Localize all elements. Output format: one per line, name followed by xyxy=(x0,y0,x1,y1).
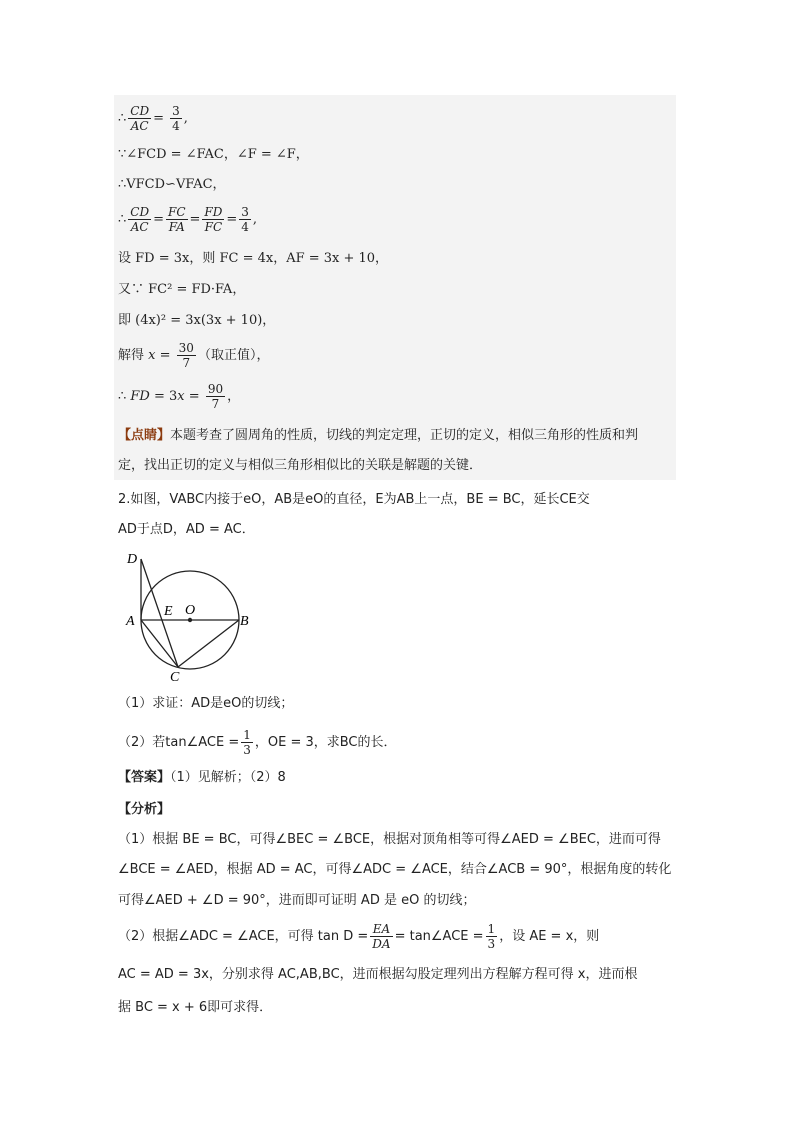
solution-line: ∴ FD = 3x = $\frac{90}{7}$ ， xyxy=(118,382,241,411)
label-B: B xyxy=(240,614,249,629)
solution-line: 即 (4x)² = 3x(3x + 10)， xyxy=(118,313,276,328)
label-D: D xyxy=(127,552,138,567)
analysis-line: 可得∠AED + ∠D = 90°，进而即可证明 AD 是 eO 的切线； xyxy=(118,893,476,908)
problem-stem-line-1: 2.如图，VABC内接于eO，AB是eO的直径，E为AB上一点，BE = BC，延长CE交 xyxy=(118,492,590,507)
problem-stem-line-2: AD于点D，AD = AC． xyxy=(118,522,255,537)
question-2: （2）若tan∠ACE = $\frac{1}{3}$ ，OE = 3，求BC的长． xyxy=(118,728,397,757)
solution-line: ∵∠FCD = ∠FAC，∠F = ∠F， xyxy=(118,147,309,162)
solution-line: 又∵ FC² = FD·FA， xyxy=(118,282,246,297)
analysis-tag: 【分析】 xyxy=(118,802,171,817)
analysis-line: （1）根据 BE = BC，可得∠BEC = ∠BCE，根据对顶角相等可得∠AED = ∠BEC，进而可得 xyxy=(118,832,661,847)
solution-line: 解得 x = $\frac{30}{7}$ （取正值）， xyxy=(118,341,270,370)
label-C: C xyxy=(170,670,180,685)
comment-tag: 【点睛】 xyxy=(118,428,171,443)
analysis-line: （2）根据∠ADC = ∠ACE，可得 tan D = $\frac{EA}{DA}$ = tan∠ACE = $\frac{1}{3}$ ，设 AE = x，则 xyxy=(118,922,600,951)
solution-line: ∴VFCD∽VFAC， xyxy=(118,177,226,192)
answer-line: 【答案】（1）见解析；（2）8 xyxy=(118,770,286,785)
analysis-line: AC = AD = 3x，分别求得 AC,AB,BC，进而根据勾股定理列出方程解方程可得 x，进而根 xyxy=(118,967,638,982)
analysis-line: ∠BCE = ∠AED，根据 AD = AC，可得∠ADC = ∠ACE，结合∠ACB = 90°，根据角度的转化 xyxy=(118,862,672,877)
answer-tag: 【答案】 xyxy=(118,770,171,785)
label-E: E xyxy=(164,604,173,619)
geometry-figure xyxy=(118,547,258,685)
question-1: （1）求证：AD是eO的切线； xyxy=(118,696,294,711)
comment-line-2: 定，找出正切的定义与相似三角形相似比的关联是解题的关键． xyxy=(118,458,483,473)
analysis-line: 据 BC = x + 6即可求得． xyxy=(118,1000,273,1015)
label-O: O xyxy=(185,603,196,618)
label-A: A xyxy=(126,614,135,629)
solution-line: ∴ $\frac{CD}{AC}$ = $\frac{3}{4}$ , xyxy=(118,104,188,133)
comment-line-1: 【点睛】本题考查了圆周角的性质，切线的判定定理，正切的定义，相似三角形的性质和判 xyxy=(118,428,639,443)
solution-line: ∴ $\frac{CD}{AC}$ = $\frac{FC}{FA}$ = $\frac{FD}{FC}$ = $\frac{3}{4}$ , xyxy=(118,205,258,234)
solution-line: 设 FD = 3x，则 FC = 4x，AF = 3x + 10， xyxy=(118,251,389,266)
